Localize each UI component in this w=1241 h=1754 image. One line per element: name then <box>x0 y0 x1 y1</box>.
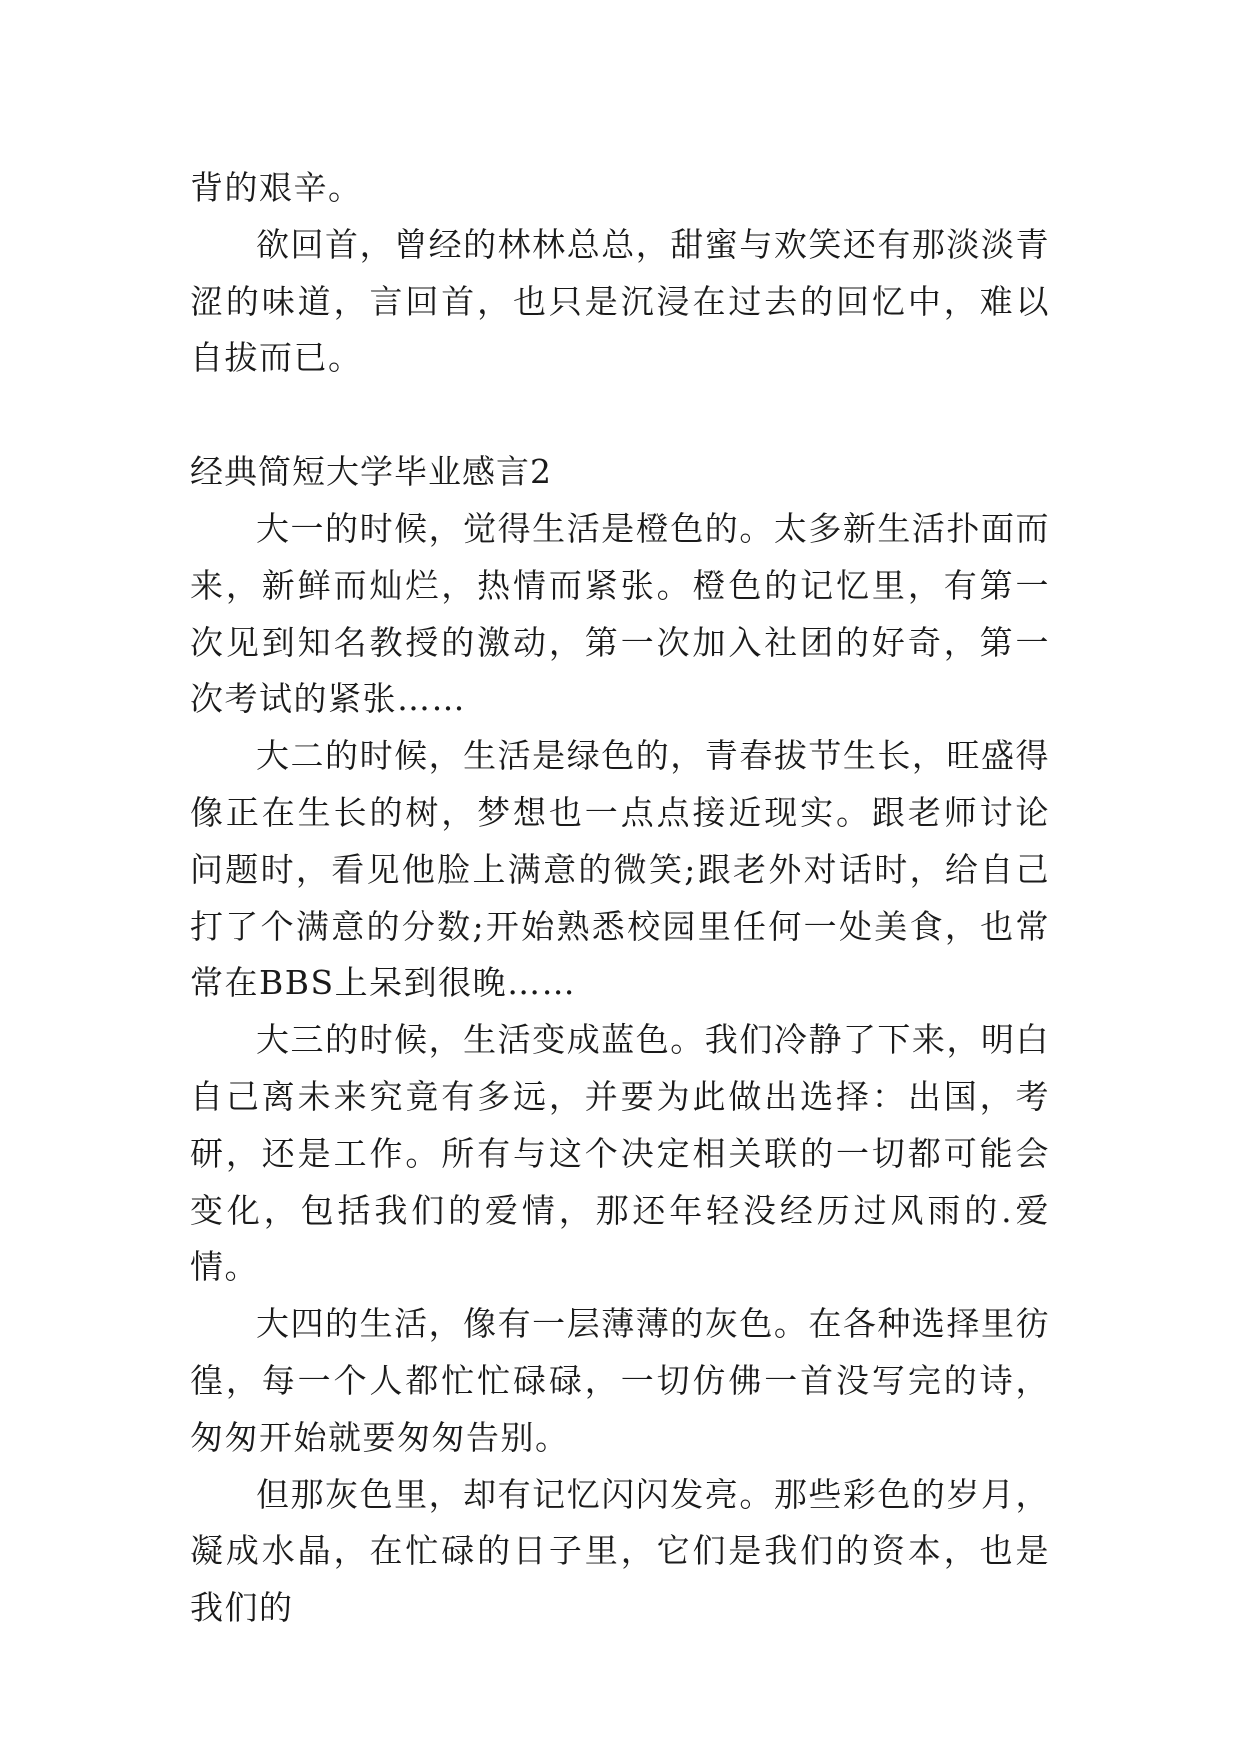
text-fragment: 背的艰辛。 <box>190 168 363 207</box>
paragraph-memories: 但那灰色里，却有记忆闪闪发亮。那些彩色的岁月，凝成水晶，在忙碌的日子里，它们是我们的资本，也是我们的 <box>190 1474 1050 1628</box>
paragraph-junior: 大三的时候，生活变成蓝色。我们冷静了下来，明白自己离未来究竟有多远，并要为此做出选择：出国，考研，还是工作。所有与这个决定相关联的一切都可能会变化，包括我们的爱情，那还年轻没经历过风雨的.爱情。 <box>190 1020 1050 1287</box>
section-title: 经典简短大学毕业感言2 <box>190 452 552 492</box>
paragraph-freshman: 大一的时候，觉得生活是橙色的。太多新生活扑面而来，新鲜而灿烂，热情而紧张。橙色的记忆里，有第一次见到知名教授的激动，第一次加入社团的好奇，第一次考试的紧张…… <box>190 508 1050 719</box>
document-body <box>190 160 1050 1637</box>
paragraph-sophomore: 大二的时候，生活是绿色的，青春拔节生长，旺盛得像正在生长的树，梦想也一点点接近现实。跟老师讨论问题时，看见他脸上满意的微笑;跟老外对话时，给自己打了个满意的分数;开始熟悉校园里任何一处美食，也常常在BBS上呆到很晚…… <box>190 736 1050 1003</box>
paragraph-senior: 大四的生活，像有一层薄薄的灰色。在各种选择里彷徨，每一个人都忙忙碌碌，一切仿佛一首没写完的诗，匆匆开始就要匆匆告别。 <box>190 1304 1050 1457</box>
paragraph-reminisce: 欲回首，曾经的林林总总，甜蜜与欢笑还有那淡淡青涩的味道，言回首，也只是沉浸在过去的回忆中，难以自拔而已。 <box>190 224 1050 378</box>
